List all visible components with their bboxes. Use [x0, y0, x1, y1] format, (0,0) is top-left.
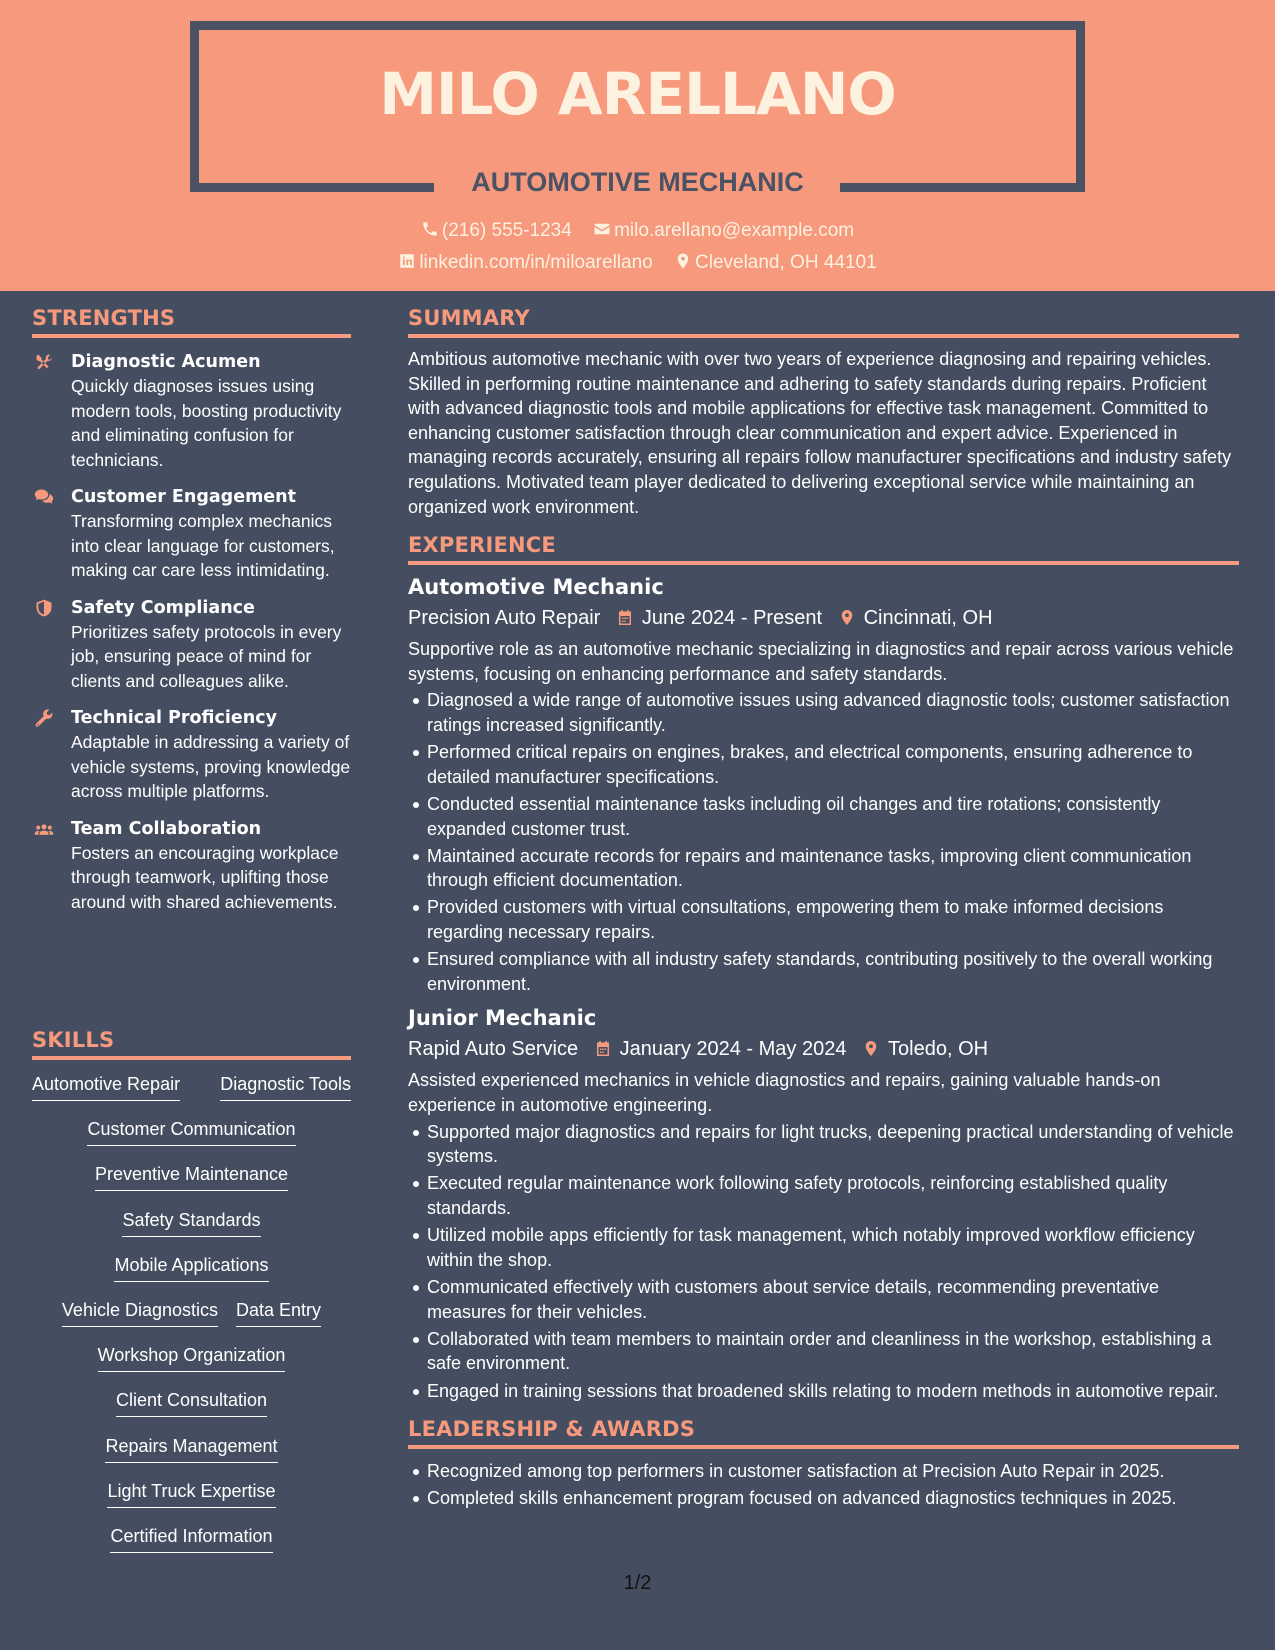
contact-line-1 [0, 220, 1275, 242]
job-company: Rapid Auto Service [408, 1038, 579, 1061]
skill-tag: Client Consultation [116, 1388, 267, 1417]
bullet-item: Provided customers with virtual consultations, empowering them to make informed decisions regarding necessary repairs. [408, 895, 1239, 944]
skill-tag: Preventive Maintenance [95, 1162, 288, 1191]
skill-tag: Workshop Organization [98, 1343, 286, 1372]
contact-linkedin[interactable]: linkedin.com/in/miloarellano [398, 252, 652, 274]
skill-tag: Repairs Management [105, 1434, 277, 1463]
page-number: 1/2 [623, 1572, 652, 1594]
bullet-item: Communicated effectively with customers about service details, recommending preventative measures for their vehicles. [408, 1275, 1239, 1324]
bullet-item: Recognized among top performers in customer satisfaction at Precision Auto Repair in 2025. [408, 1459, 1239, 1484]
job-entry [408, 1004, 1239, 1403]
map-marker-icon [838, 608, 856, 627]
strength-item [32, 350, 351, 472]
awards-heading: LEADERSHIP & AWARDS [408, 1417, 1239, 1449]
wrench-icon [34, 708, 54, 728]
experience-heading: EXPERIENCE [408, 533, 1239, 565]
users-icon [34, 819, 54, 839]
skill-tag: Data Entry [236, 1298, 321, 1327]
job-dates: June 2024 - Present [641, 607, 823, 630]
map-marker-icon [862, 1039, 880, 1058]
bullet-item: Ensured compliance with all industry safety standards, contributing positively to the overall working environment. [408, 947, 1239, 996]
skill-tag: Customer Communication [87, 1117, 295, 1146]
candidate-name: MILO ARELLANO [379, 60, 896, 128]
job-meta [408, 604, 1239, 632]
strength-title: Customer Engagement [71, 487, 297, 507]
job-title: Junior Mechanic [408, 1006, 597, 1031]
calendar-icon [594, 1039, 612, 1058]
phone-icon [421, 220, 439, 238]
contact-phone[interactable]: (216) 555-1234 [421, 220, 572, 242]
job-title: Automotive Mechanic [408, 575, 664, 600]
candidate-role: AUTOMOTIVE MECHANIC [471, 167, 804, 197]
strengths-list [32, 350, 351, 914]
job-entry [408, 573, 1239, 996]
bullet-item: Diagnosed a wide range of automotive issues using advanced diagnostic tools; customer satisfaction ratings increased significantly. [408, 688, 1239, 737]
strength-title: Technical Proficiency [71, 708, 277, 728]
bullet-item: Utilized mobile apps efficiently for task management, which notably improved workflow efficiency within the shop. [408, 1223, 1239, 1272]
skill-tag: Safety Standards [122, 1208, 260, 1237]
strength-desc: Prioritizes safety protocols in every job, ensuring peace of mind for clients and colleagues alike. [71, 621, 342, 691]
strength-item [32, 596, 351, 694]
job-bullets [408, 688, 1239, 996]
skill-tag: Light Truck Expertise [107, 1479, 275, 1508]
bullet-item: Maintained accurate records for repairs and maintenance tasks, improving client communication through efficient documentation. [408, 844, 1239, 893]
strength-item [32, 706, 351, 804]
job-description: Supportive role as an automotive mechanic specializing in diagnostics and repair across various vehicle systems, focusing on enhancing performance and safety standards. [408, 639, 1234, 684]
skill-tag: Certified Information [110, 1524, 272, 1553]
map-marker-icon [674, 252, 692, 270]
bullet-item: Executed regular maintenance work following safety protocols, reinforcing established quality standards. [408, 1171, 1239, 1220]
bullet-item: Supported major diagnostics and repairs for light trucks, deepening practical understanding of vehicle systems. [408, 1120, 1239, 1169]
linkedin-icon [398, 252, 416, 270]
job-bullets [408, 1120, 1239, 1404]
skill-tag: Diagnostic Tools [220, 1072, 351, 1101]
strength-title: Team Collaboration [71, 818, 262, 839]
job-meta [408, 1035, 1239, 1063]
job-dates: January 2024 - May 2024 [619, 1038, 847, 1061]
shield-icon [34, 598, 54, 618]
job-location: Toledo, OH [888, 1038, 989, 1061]
strength-desc: Quickly diagnoses issues using modern tools, boosting productivity and eliminating confusion for technicians. [71, 376, 342, 470]
strength-item [32, 817, 351, 915]
bullet-item: Performed critical repairs on engines, brakes, and electrical components, ensuring adherence to detailed manufacturer specifications. [408, 740, 1239, 789]
calendar-icon [616, 608, 634, 627]
contact-location: Cleveland, OH 44101 [674, 252, 877, 274]
comments-icon [34, 487, 54, 507]
skills-list [32, 1072, 351, 1569]
strength-desc: Fosters an encouraging workplace through teamwork, uplifting those around with shared achievements. [71, 842, 339, 912]
strength-item [32, 485, 351, 583]
bullet-item: Engaged in training sessions that broadened skills relating to modern methods in automotive repair. [408, 1379, 1239, 1404]
tools-icon [34, 352, 54, 372]
strength-desc: Adaptable in addressing a variety of vehicle systems, proving knowledge across multiple platforms. [71, 732, 351, 801]
bullet-item: Collaborated with team members to maintain order and cleanliness in the workshop, establishing a safe environment. [408, 1327, 1239, 1376]
skill-tag: Vehicle Diagnostics [62, 1298, 218, 1327]
strengths-heading: STRENGTHS [32, 306, 351, 338]
summary-heading: SUMMARY [408, 306, 1239, 338]
skill-tag: Mobile Applications [114, 1253, 268, 1282]
summary-text: Ambitious automotive mechanic with over two years of experience diagnosing and repairing vehicles. Skilled in performing routine maintenance and adhering to safety standards during repairs. Proficient with advanced diagnostic tools and mobile applications for effective task management. Committed to enhancing customer satisfaction through clear communication and expert advice. Experienced in managing records accurately, ensuring all repairs follow manufacturer specifications and industry safety regulations. Motivated team player dedicated to delivering exceptional service while maintaining an organized work environment. [408, 349, 1232, 517]
left-column [32, 306, 351, 927]
job-description: Assisted experienced mechanics in vehicle diagnostics and repairs, gaining valuable hands-on experience in automotive engineering. [408, 1070, 1161, 1116]
skill-tag: Automotive Repair [32, 1072, 180, 1101]
envelope-icon [593, 220, 611, 238]
strength-desc: Transforming complex mechanics into clear language for customers, making car care less intimidating. [71, 511, 335, 580]
skills-section [32, 1028, 351, 1569]
bullet-item: Completed skills enhancement program focused on advanced diagnostics techniques in 2025. [408, 1486, 1239, 1511]
right-column [408, 306, 1239, 1514]
job-location: Cincinnati, OH [863, 607, 993, 630]
strength-title: Diagnostic Acumen [71, 352, 261, 372]
awards-list [408, 1459, 1239, 1511]
contact-email[interactable]: milo.arellano@example.com [593, 220, 854, 242]
contact-line-2 [0, 252, 1275, 274]
skills-heading: SKILLS [32, 1028, 351, 1060]
resume-header [0, 0, 1275, 291]
job-company: Precision Auto Repair [408, 607, 601, 630]
strength-title: Safety Compliance [71, 597, 255, 618]
bullet-item: Conducted essential maintenance tasks including oil changes and tire rotations; consistently expanded customer trust. [408, 792, 1239, 841]
